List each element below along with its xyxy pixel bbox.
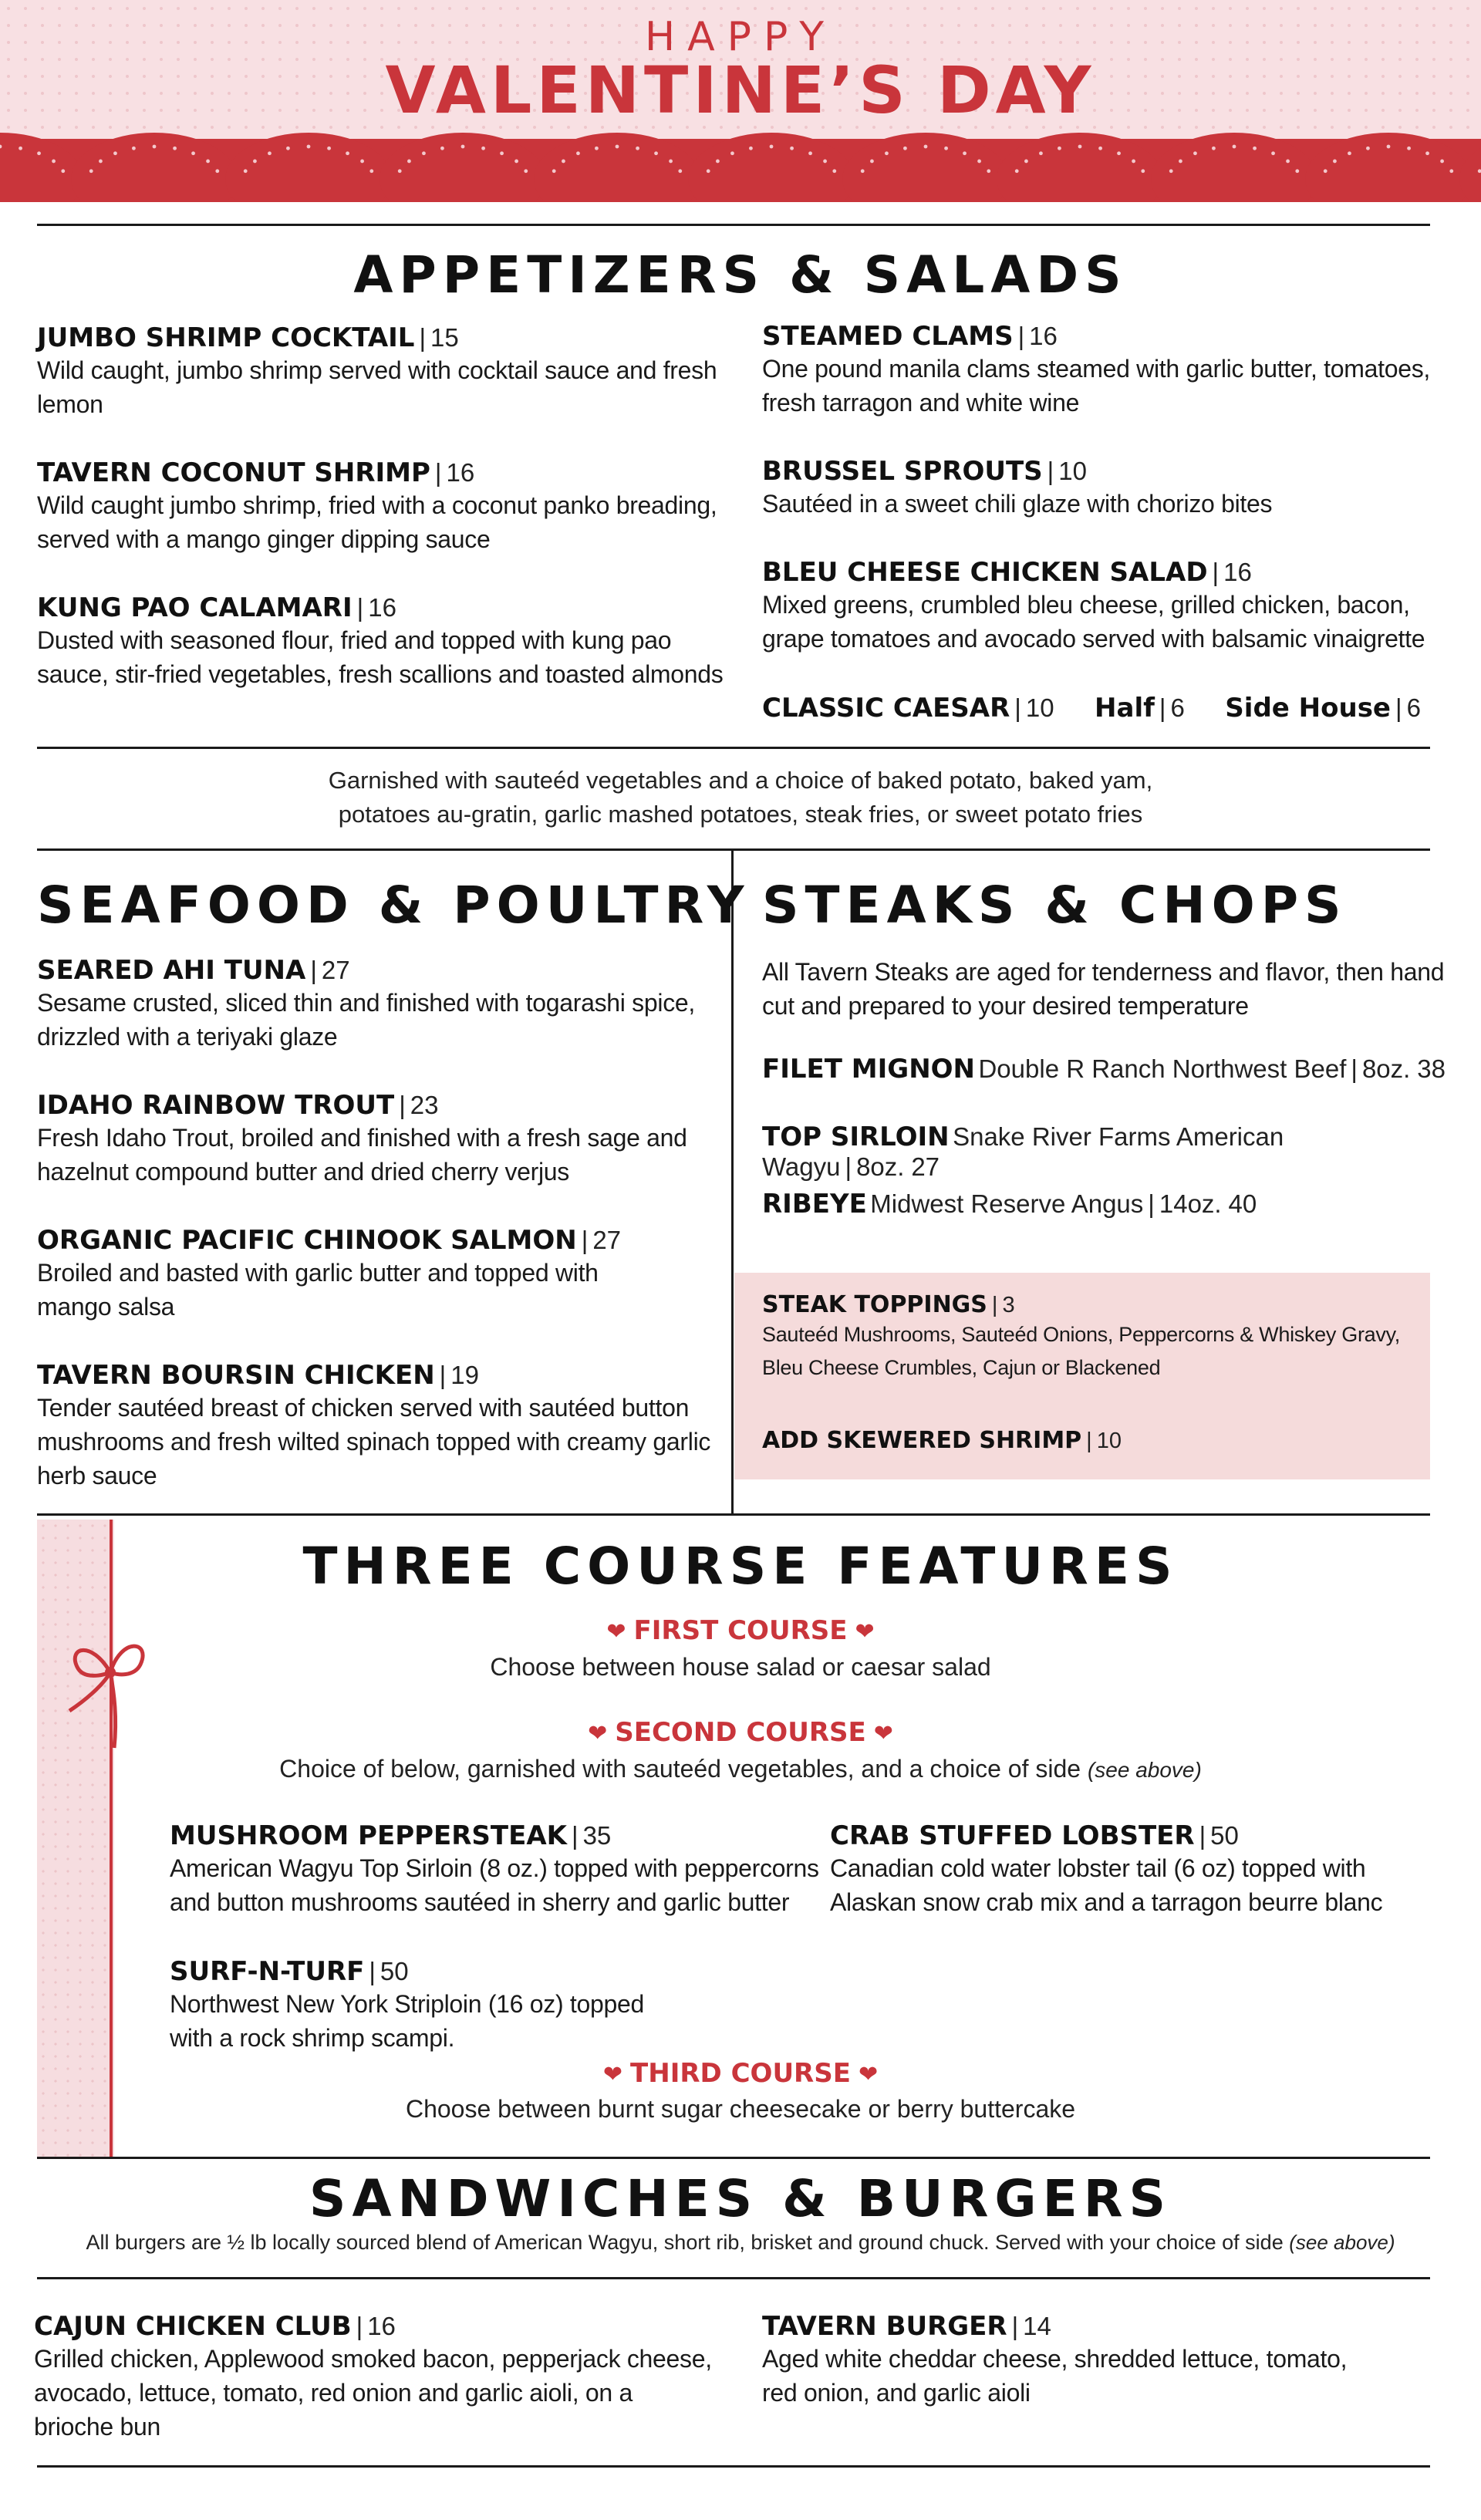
steaks-title: STEAKS & CHOPS	[762, 875, 1348, 935]
item-name: Half	[1095, 693, 1155, 724]
item-price: 6	[1406, 693, 1421, 722]
item-name: BLEU CHEESE CHICKEN SALAD	[762, 557, 1208, 588]
item-price: 15	[430, 323, 459, 352]
menu-item: JUMBO SHRIMP COCKTAIL | 15 Wild caught, jumbo shrimp served with cocktail sauce and fresh lemon	[37, 322, 731, 421]
item-name: BRUSSEL SPROUTS	[762, 456, 1043, 487]
item-description: Broiled and basted with garlic butter and topped with mango salsa	[37, 1259, 599, 1321]
item-name: TAVERN BURGER	[762, 2311, 1007, 2342]
item-price: 16	[368, 593, 396, 622]
second-course-heading: ❤ SECOND COURSE ❤	[588, 1717, 893, 1748]
item-name: CRAB STUFFED LOBSTER	[830, 1820, 1195, 1851]
item-price: 23	[410, 1091, 439, 1119]
item-name: FILET MIGNON	[762, 1054, 976, 1085]
valentines-title: VALENTINE’S DAY	[385, 52, 1096, 128]
feature-item: SURF-N-TURF | 50 Northwest New York Striploin (16 oz) topped with a rock shrimp scampi.	[170, 1956, 864, 2055]
item-price: 27	[911, 1152, 940, 1181]
item-name: KUNG PAO CALAMARI	[37, 592, 353, 623]
item-price: 38	[1417, 1054, 1446, 1083]
item-name: SEARED AHI TUNA	[37, 955, 306, 986]
heart-icon: ❤	[873, 1720, 893, 1747]
item-description: Wild caught, jumbo shrimp served with cocktail sauce and fresh lemon	[37, 356, 717, 418]
menu-item: ORGANIC PACIFIC CHINOOK SALMON | 27 Broiled and basted with garlic butter and topped with mango salsa	[37, 1225, 731, 1324]
steak-item: TOP SIRLOIN Snake River Farms American Wagyu | 8oz. 27	[762, 1122, 1284, 1181]
seafood-title: SEAFOOD & POULTRY	[37, 875, 751, 935]
heart-icon: ❤	[588, 1720, 608, 1747]
divider	[37, 2465, 1430, 2468]
item-description: Sautéed in a sweet chili glaze with chorizo bites	[762, 490, 1273, 518]
item-description: Sesame crusted, sliced thin and finished with togarashi spice, drizzled with a teriyaki glaze	[37, 989, 695, 1051]
item-description: Fresh Idaho Trout, broiled and finished with a fresh sage and hazelnut compound butter and dried cherry verjus	[37, 1124, 687, 1186]
divider	[37, 1513, 1430, 1516]
sandwiches-intro: All burgers are ½ lb locally sourced blend of American Wagyu, short rib, brisket and ground chuck. Served with your choice of side (see above)	[86, 2231, 1395, 2254]
first-course-heading: ❤ FIRST COURSE ❤	[606, 1615, 875, 1646]
column-divider	[731, 848, 734, 1513]
item-description: Grilled chicken, Applewood smoked bacon, pepperjack cheese, avocado, lettuce, tomato, red onion and garlic aioli, on a brioche bun	[34, 2345, 712, 2441]
heart-icon: ❤	[858, 2061, 879, 2088]
item-price: 16	[446, 458, 475, 487]
item-price: 14	[1023, 2312, 1051, 2340]
divider	[37, 224, 1430, 226]
item-description: Tender sautéed breast of chicken served with sautéed button mushrooms and fresh wilted spinach topped with creamy garlic herb sauce	[37, 1394, 711, 1489]
divider	[37, 2157, 1430, 2159]
item-description: Dusted with seasoned flour, fried and topped with kung pao sauce, stir-fried vegetables, fresh scallions and toasted almonds	[37, 626, 724, 688]
item-price: 19	[450, 1361, 479, 1389]
add-shrimp: ADD SKEWERED SHRIMP | 10	[762, 1427, 1122, 1454]
third-course-heading: ❤ THIRD COURSE ❤	[602, 2058, 879, 2089]
item-description: Canadian cold water lobster tail (6 oz) topped with Alaskan snow crab mix and a tarragon beurre blanc	[830, 1854, 1383, 1916]
heart-icon: ❤	[606, 1618, 626, 1645]
item-price: 10	[1058, 457, 1087, 485]
item-price: 16	[1029, 322, 1058, 350]
item-price: 10	[1025, 693, 1054, 722]
item-description: Wild caught jumbo shrimp, fried with a coconut panko breading, served with a mango ginger dipping sauce	[37, 491, 717, 553]
item-price: 50	[380, 1957, 409, 1985]
item-description: American Wagyu Top Sirloin (8 oz.) topped with peppercorns and button mushrooms sautéed in sherry and garlic butter	[170, 1854, 819, 1916]
caesar-row: CLASSIC CAESAR | 10 Half | 6 Side House | 6	[762, 693, 1421, 724]
item-name: STEAMED CLAMS	[762, 321, 1014, 352]
happy-heading: HAPPY	[644, 14, 836, 60]
item-price: 50	[1210, 1821, 1239, 1850]
item-note: Double R Ranch Northwest Beef	[978, 1054, 1347, 1083]
item-price: 35	[582, 1821, 612, 1850]
item-name: TAVERN COCONUT SHRIMP	[37, 457, 430, 488]
item-description: One pound manila clams steamed with garlic butter, tomatoes, fresh tarragon and white wine	[762, 355, 1431, 417]
menu-item: STEAMED CLAMS | 16 One pound manila clams steamed with garlic butter, tomatoes, fresh tarragon and white wine	[762, 321, 1456, 420]
item-name: TOP SIRLOIN	[762, 1122, 950, 1152]
menu-item: BRUSSEL SPROUTS | 10 Sautéed in a sweet chili glaze with chorizo bites	[762, 456, 1456, 521]
steaks-intro: All Tavern Steaks are aged for tenderness and flavor, then hand cut and prepared to your desired temperature	[762, 958, 1445, 1020]
menu-item: IDAHO RAINBOW TROUT | 23 Fresh Idaho Trout, broiled and finished with a fresh sage and hazelnut compound butter and dried cherry verjus	[37, 1090, 731, 1189]
item-name: ORGANIC PACIFIC CHINOOK SALMON	[37, 1225, 577, 1256]
menu-item: TAVERN COCONUT SHRIMP | 16 Wild caught jumbo shrimp, fried with a coconut panko breading, served with a mango ginger dipping sauce	[37, 457, 731, 556]
menu-item: SEARED AHI TUNA | 27 Sesame crusted, sliced thin and finished with togarashi spice, drizzled with a teriyaki glaze	[37, 955, 731, 1054]
menu-item: TAVERN BURGER | 14 Aged white cheddar cheese, shredded lettuce, tomato, red onion, and garlic aioli	[762, 2311, 1456, 2410]
item-name: TAVERN BOURSIN CHICKEN	[37, 1360, 435, 1391]
item-name: IDAHO RAINBOW TROUT	[37, 1090, 395, 1121]
item-size: 8oz.	[856, 1152, 905, 1181]
heart-icon: ❤	[602, 2061, 623, 2088]
item-description: Sauteéd Mushrooms, Sauteéd Onions, Peppercorns & Whiskey Gravy, Bleu Cheese Crumbles, Cajun or Blackened	[762, 1323, 1400, 1379]
item-price: 3	[1002, 1293, 1015, 1317]
menu-item: KUNG PAO CALAMARI | 16 Dusted with seasoned flour, fried and topped with kung pao sauce, stir-fried vegetables, fresh scallions and toasted almonds	[37, 592, 731, 691]
item-name: SURF-N-TURF	[170, 1956, 365, 1987]
steak-item: RIBEYE Midwest Reserve Angus | 14oz. 40	[762, 1189, 1257, 1220]
item-description: Mixed greens, crumbled bleu cheese, grilled chicken, bacon, grape tomatoes and avocado served with balsamic vinaigrette	[762, 591, 1425, 653]
item-name: CAJUN CHICKEN CLUB	[34, 2311, 352, 2342]
divider	[37, 747, 1430, 749]
item-price: 40	[1228, 1189, 1257, 1218]
feature-item: MUSHROOM PEPPERSTEAK | 35 American Wagyu Top Sirloin (8 oz.) topped with peppercorns and button mushrooms sautéed in sherry and garlic butter	[170, 1820, 864, 1919]
item-price: 6	[1170, 693, 1185, 722]
item-price: 10	[1096, 1429, 1122, 1453]
item-name: ADD SKEWERED SHRIMP	[762, 1427, 1082, 1454]
item-price: 16	[367, 2312, 396, 2340]
item-description: Aged white cheddar cheese, shredded lettuce, tomato, red onion, and garlic aioli	[762, 2345, 1348, 2407]
steak-item: FILET MIGNON Double R Ranch Northwest Beef | 8oz. 38	[762, 1054, 1446, 1085]
feature-item: CRAB STUFFED LOBSTER | 50 Canadian cold water lobster tail (6 oz) topped with Alaskan snow crab mix and a tarragon beurre blanc	[830, 1820, 1432, 1919]
divider	[37, 848, 1430, 851]
valentines-header	[0, 0, 1481, 202]
heart-icon: ❤	[855, 1618, 875, 1645]
steak-toppings: STEAK TOPPINGS | 3 Sauteéd Mushrooms, Sauteéd Onions, Peppercorns & Whiskey Gravy, Bleu Cheese Crumbles, Cajun or Blackened	[762, 1291, 1456, 1385]
item-note: Snake River Farms American Wagyu	[762, 1122, 1284, 1181]
item-name: JUMBO SHRIMP COCKTAIL	[37, 322, 415, 353]
item-name: CLASSIC CAESAR	[762, 693, 1010, 724]
garnish-note: Garnished with sauteéd vegetables and a choice of baked potato, baked yam, potatoes au-gratin, garlic mashed potatoes, steak fries, or sweet potato fries	[328, 767, 1153, 828]
divider	[37, 2277, 1430, 2279]
item-price: 27	[321, 956, 350, 984]
menu-item: TAVERN BOURSIN CHICKEN | 19 Tender sautéed breast of chicken served with sautéed button mushrooms and fresh wilted spinach topped with creamy garlic herb sauce	[37, 1360, 731, 1493]
item-price: 16	[1223, 558, 1252, 586]
item-name: Side House	[1225, 693, 1391, 724]
item-description: Northwest New York Striploin (16 oz) topped with a rock shrimp scampi.	[170, 1990, 644, 2052]
item-name: RIBEYE	[762, 1189, 867, 1220]
item-price: 27	[592, 1226, 622, 1254]
third-course-desc: Choose between burnt sugar cheesecake or berry buttercake	[405, 2095, 1076, 2123]
menu-item: CAJUN CHICKEN CLUB | 16 Grilled chicken, Applewood smoked bacon, pepperjack cheese, avocado, lettuce, tomato, red onion and garlic aioli, on a brioche bun	[34, 2311, 728, 2444]
item-size: 14oz.	[1159, 1189, 1222, 1218]
item-name: MUSHROOM PEPPERSTEAK	[170, 1820, 567, 1851]
item-name: STEAK TOPPINGS	[762, 1291, 987, 1318]
sandwiches-title: SANDWICHES & BURGERS	[309, 2169, 1172, 2228]
menu-item: BLEU CHEESE CHICKEN SALAD | 16 Mixed greens, crumbled bleu cheese, grilled chicken, bacon, grape tomatoes and avocado served with balsamic vinaigrette	[762, 557, 1456, 656]
item-note: Midwest Reserve Angus	[870, 1189, 1144, 1218]
second-course-desc: Choice of below, garnished with sauteéd vegetables, and a choice of side (see above)	[279, 1755, 1202, 1783]
features-title: THREE COURSE FEATURES	[302, 1537, 1179, 1596]
first-course-desc: Choose between house salad or caesar salad	[490, 1653, 991, 1681]
item-size: 8oz.	[1361, 1054, 1411, 1083]
appetizers-title: APPETIZERS & SALADS	[353, 245, 1128, 305]
